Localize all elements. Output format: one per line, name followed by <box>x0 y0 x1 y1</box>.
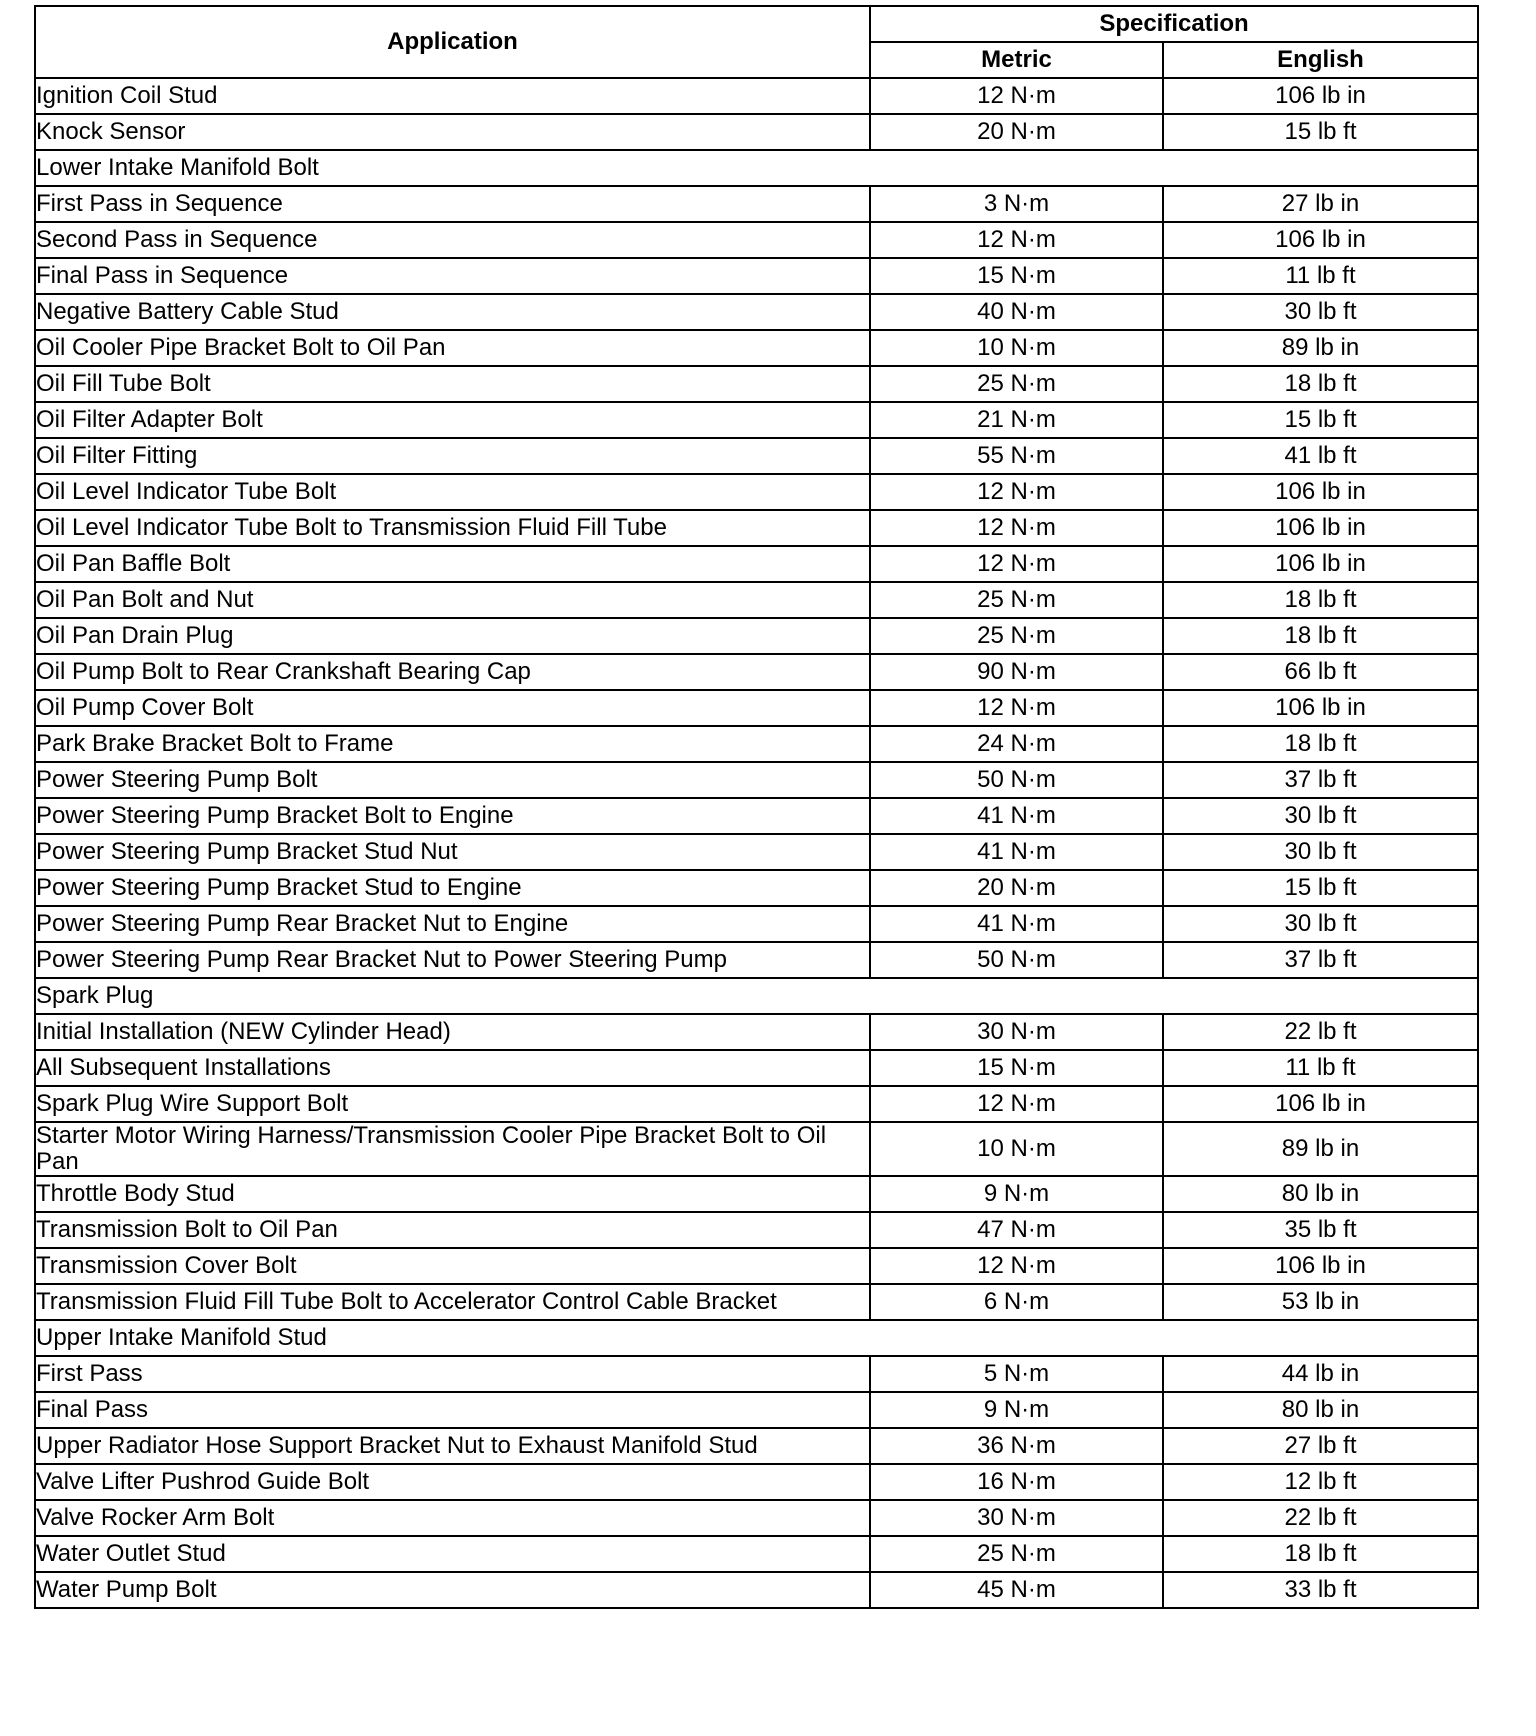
application-cell: Oil Pan Bolt and Nut <box>35 582 870 618</box>
metric-cell: 41 N·m <box>870 798 1163 834</box>
table-group-row <box>35 978 1478 1014</box>
application-cell: Knock Sensor <box>35 114 870 150</box>
english-cell: 22 lb ft <box>1163 1500 1478 1536</box>
metric-cell: 40 N·m <box>870 294 1163 330</box>
column-header-english: English <box>1163 42 1478 78</box>
metric-cell: 12 N·m <box>870 222 1163 258</box>
metric-cell: 25 N·m <box>870 366 1163 402</box>
table-row <box>35 654 1478 690</box>
metric-cell: 12 N·m <box>870 78 1163 114</box>
metric-cell: 21 N·m <box>870 402 1163 438</box>
metric-cell: 25 N·m <box>870 582 1163 618</box>
metric-cell: 10 N·m <box>870 1122 1163 1176</box>
application-cell: Water Pump Bolt <box>35 1572 870 1608</box>
application-cell: Negative Battery Cable Stud <box>35 294 870 330</box>
metric-cell: 45 N·m <box>870 1572 1163 1608</box>
english-cell: 44 lb in <box>1163 1356 1478 1392</box>
table-row <box>35 1014 1478 1050</box>
table-row <box>35 510 1478 546</box>
application-cell: Oil Pump Cover Bolt <box>35 690 870 726</box>
application-cell: Upper Radiator Hose Support Bracket Nut to Exhaust Manifold Stud <box>35 1428 870 1464</box>
application-cell: Water Outlet Stud <box>35 1536 870 1572</box>
english-cell: 106 lb in <box>1163 1086 1478 1122</box>
application-cell: Oil Cooler Pipe Bracket Bolt to Oil Pan <box>35 330 870 366</box>
english-cell: 11 lb ft <box>1163 258 1478 294</box>
english-cell: 22 lb ft <box>1163 1014 1478 1050</box>
table-row <box>35 546 1478 582</box>
application-cell: Final Pass <box>35 1392 870 1428</box>
english-cell: 53 lb in <box>1163 1284 1478 1320</box>
application-cell: Oil Level Indicator Tube Bolt to Transmission Fluid Fill Tube <box>35 510 870 546</box>
english-cell: 30 lb ft <box>1163 834 1478 870</box>
application-cell: First Pass in Sequence <box>35 186 870 222</box>
metric-cell: 24 N·m <box>870 726 1163 762</box>
table-row <box>35 618 1478 654</box>
table-row <box>35 1284 1478 1320</box>
application-cell: Valve Rocker Arm Bolt <box>35 1500 870 1536</box>
table-row <box>35 870 1478 906</box>
metric-cell: 10 N·m <box>870 330 1163 366</box>
application-cell: Valve Lifter Pushrod Guide Bolt <box>35 1464 870 1500</box>
application-cell: Oil Pan Baffle Bolt <box>35 546 870 582</box>
application-cell: Transmission Cover Bolt <box>35 1248 870 1284</box>
table-row <box>35 906 1478 942</box>
table-row <box>35 1392 1478 1428</box>
table-row <box>35 942 1478 978</box>
table-row <box>35 762 1478 798</box>
metric-cell: 30 N·m <box>870 1014 1163 1050</box>
metric-cell: 47 N·m <box>870 1212 1163 1248</box>
table-header <box>35 6 1478 78</box>
table-row <box>35 294 1478 330</box>
metric-cell: 55 N·m <box>870 438 1163 474</box>
table-row <box>35 1248 1478 1284</box>
metric-cell: 41 N·m <box>870 906 1163 942</box>
english-cell: 106 lb in <box>1163 690 1478 726</box>
metric-cell: 20 N·m <box>870 870 1163 906</box>
torque-spec-table <box>34 5 1479 1609</box>
english-cell: 18 lb ft <box>1163 582 1478 618</box>
application-cell: Park Brake Bracket Bolt to Frame <box>35 726 870 762</box>
english-cell: 12 lb ft <box>1163 1464 1478 1500</box>
metric-cell: 16 N·m <box>870 1464 1163 1500</box>
table-row <box>35 1464 1478 1500</box>
table-row <box>35 330 1478 366</box>
metric-cell: 90 N·m <box>870 654 1163 690</box>
english-cell: 66 lb ft <box>1163 654 1478 690</box>
table-row <box>35 1122 1478 1176</box>
metric-cell: 9 N·m <box>870 1176 1163 1212</box>
application-cell: Lower Intake Manifold Bolt <box>35 150 1478 186</box>
english-cell: 106 lb in <box>1163 222 1478 258</box>
english-cell: 30 lb ft <box>1163 294 1478 330</box>
english-cell: 30 lb ft <box>1163 798 1478 834</box>
english-cell: 33 lb ft <box>1163 1572 1478 1608</box>
metric-cell: 12 N·m <box>870 1086 1163 1122</box>
application-cell: All Subsequent Installations <box>35 1050 870 1086</box>
application-cell: Second Pass in Sequence <box>35 222 870 258</box>
table-row <box>35 1176 1478 1212</box>
application-cell: Power Steering Pump Rear Bracket Nut to Engine <box>35 906 870 942</box>
english-cell: 106 lb in <box>1163 510 1478 546</box>
application-cell: Oil Fill Tube Bolt <box>35 366 870 402</box>
application-cell: Oil Level Indicator Tube Bolt <box>35 474 870 510</box>
table-row <box>35 582 1478 618</box>
table-row <box>35 114 1478 150</box>
table-row <box>35 222 1478 258</box>
table-row <box>35 402 1478 438</box>
application-cell: Transmission Fluid Fill Tube Bolt to Accelerator Control Cable Bracket <box>35 1284 870 1320</box>
application-cell: Upper Intake Manifold Stud <box>35 1320 1478 1356</box>
english-cell: 37 lb ft <box>1163 942 1478 978</box>
table-row <box>35 1572 1478 1608</box>
english-cell: 30 lb ft <box>1163 906 1478 942</box>
english-cell: 37 lb ft <box>1163 762 1478 798</box>
table-row <box>35 834 1478 870</box>
application-cell: Power Steering Pump Bracket Bolt to Engine <box>35 798 870 834</box>
table-row <box>35 1536 1478 1572</box>
english-cell: 11 lb ft <box>1163 1050 1478 1086</box>
application-cell: Final Pass in Sequence <box>35 258 870 294</box>
application-cell: Spark Plug <box>35 978 1478 1014</box>
application-cell: Initial Installation (NEW Cylinder Head) <box>35 1014 870 1050</box>
metric-cell: 15 N·m <box>870 258 1163 294</box>
english-cell: 15 lb ft <box>1163 402 1478 438</box>
english-cell: 106 lb in <box>1163 1248 1478 1284</box>
english-cell: 18 lb ft <box>1163 366 1478 402</box>
table-row <box>35 726 1478 762</box>
metric-cell: 15 N·m <box>870 1050 1163 1086</box>
english-cell: 27 lb ft <box>1163 1428 1478 1464</box>
english-cell: 41 lb ft <box>1163 438 1478 474</box>
metric-cell: 9 N·m <box>870 1392 1163 1428</box>
table-row <box>35 1428 1478 1464</box>
english-cell: 18 lb ft <box>1163 726 1478 762</box>
table-row <box>35 366 1478 402</box>
metric-cell: 50 N·m <box>870 942 1163 978</box>
table-row <box>35 474 1478 510</box>
metric-cell: 41 N·m <box>870 834 1163 870</box>
metric-cell: 12 N·m <box>870 1248 1163 1284</box>
application-cell: Power Steering Pump Bracket Stud Nut <box>35 834 870 870</box>
application-cell: Power Steering Pump Bolt <box>35 762 870 798</box>
english-cell: 80 lb in <box>1163 1392 1478 1428</box>
table-group-row <box>35 1320 1478 1356</box>
metric-cell: 50 N·m <box>870 762 1163 798</box>
metric-cell: 6 N·m <box>870 1284 1163 1320</box>
column-header-metric: Metric <box>870 42 1163 78</box>
application-cell: Ignition Coil Stud <box>35 78 870 114</box>
metric-cell: 20 N·m <box>870 114 1163 150</box>
table-row <box>35 1356 1478 1392</box>
application-cell: Throttle Body Stud <box>35 1176 870 1212</box>
metric-cell: 25 N·m <box>870 618 1163 654</box>
table-row <box>35 1500 1478 1536</box>
english-cell: 80 lb in <box>1163 1176 1478 1212</box>
metric-cell: 12 N·m <box>870 690 1163 726</box>
english-cell: 27 lb in <box>1163 186 1478 222</box>
metric-cell: 36 N·m <box>870 1428 1163 1464</box>
english-cell: 106 lb in <box>1163 78 1478 114</box>
application-cell: Oil Pump Bolt to Rear Crankshaft Bearing Cap <box>35 654 870 690</box>
metric-cell: 5 N·m <box>870 1356 1163 1392</box>
table-row <box>35 1212 1478 1248</box>
metric-cell: 3 N·m <box>870 186 1163 222</box>
application-cell: Oil Filter Adapter Bolt <box>35 402 870 438</box>
application-cell: Oil Filter Fitting <box>35 438 870 474</box>
table-row <box>35 798 1478 834</box>
table-row <box>35 186 1478 222</box>
metric-cell: 12 N·m <box>870 510 1163 546</box>
application-cell: Starter Motor Wiring Harness/Transmission Cooler Pipe Bracket Bolt to Oil Pan <box>35 1122 870 1176</box>
english-cell: 35 lb ft <box>1163 1212 1478 1248</box>
application-cell: Power Steering Pump Rear Bracket Nut to Power Steering Pump <box>35 942 870 978</box>
english-cell: 15 lb ft <box>1163 870 1478 906</box>
metric-cell: 30 N·m <box>870 1500 1163 1536</box>
application-cell: Oil Pan Drain Plug <box>35 618 870 654</box>
table-row <box>35 690 1478 726</box>
english-cell: 89 lb in <box>1163 1122 1478 1176</box>
table-body <box>35 78 1478 1608</box>
column-header-specification: Specification <box>870 6 1478 42</box>
table-row <box>35 1050 1478 1086</box>
english-cell: 106 lb in <box>1163 474 1478 510</box>
english-cell: 18 lb ft <box>1163 1536 1478 1572</box>
table-row <box>35 438 1478 474</box>
english-cell: 18 lb ft <box>1163 618 1478 654</box>
application-cell: Power Steering Pump Bracket Stud to Engine <box>35 870 870 906</box>
table-row <box>35 78 1478 114</box>
table-row <box>35 1086 1478 1122</box>
application-cell: Spark Plug Wire Support Bolt <box>35 1086 870 1122</box>
metric-cell: 12 N·m <box>870 474 1163 510</box>
table-row <box>35 258 1478 294</box>
column-header-application: Application <box>35 6 870 78</box>
application-cell: Transmission Bolt to Oil Pan <box>35 1212 870 1248</box>
metric-cell: 25 N·m <box>870 1536 1163 1572</box>
english-cell: 89 lb in <box>1163 330 1478 366</box>
english-cell: 15 lb ft <box>1163 114 1478 150</box>
application-cell: First Pass <box>35 1356 870 1392</box>
table-group-row <box>35 150 1478 186</box>
english-cell: 106 lb in <box>1163 546 1478 582</box>
metric-cell: 12 N·m <box>870 546 1163 582</box>
